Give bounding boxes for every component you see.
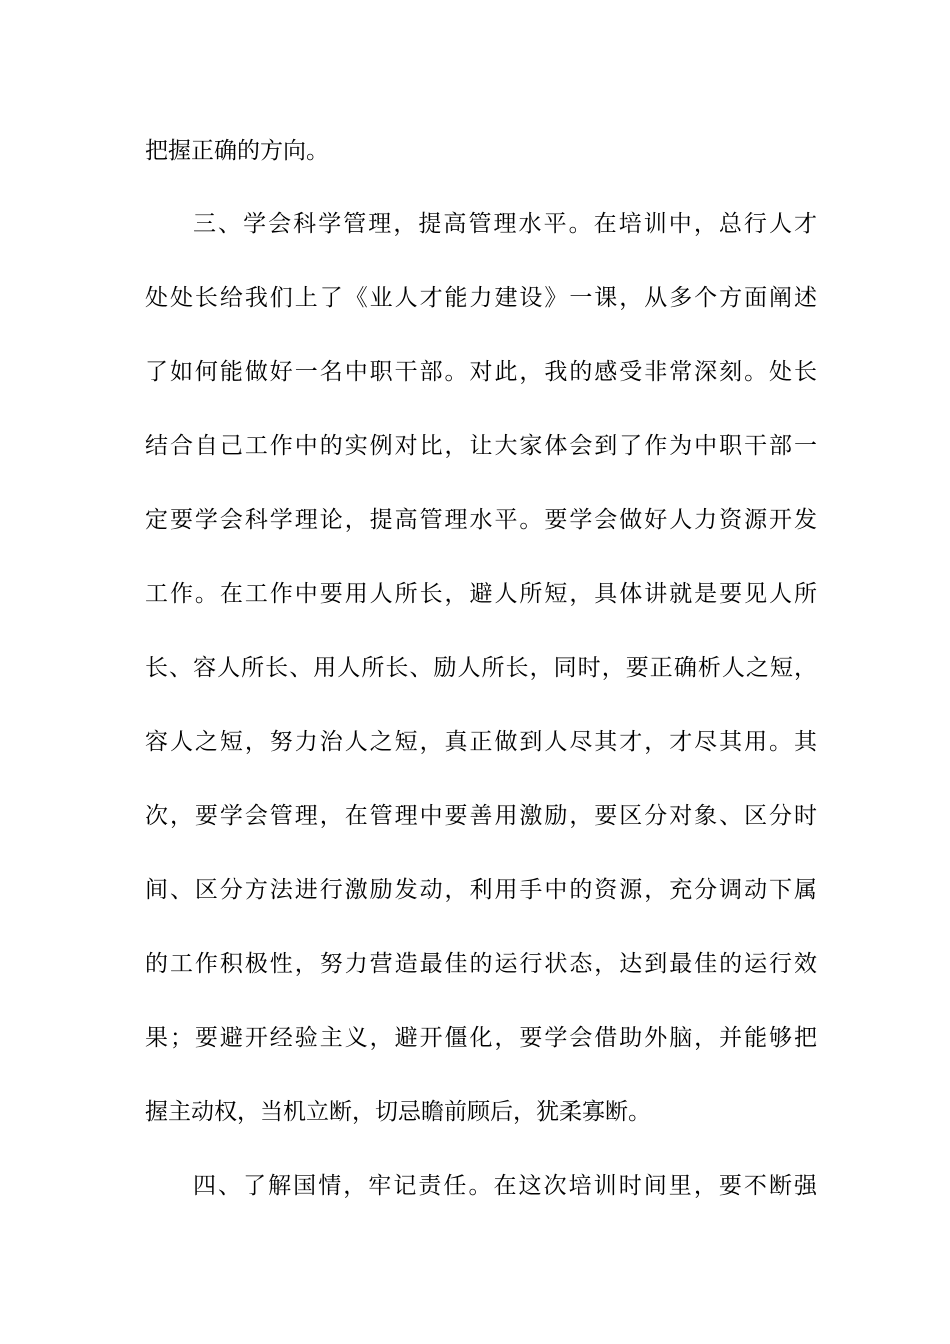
text-line: 处处长给我们上了《业人才能力建设》一课，从多个方面阐述 xyxy=(145,285,817,311)
paragraph-start-line: 四、了解国情，牢记责任。在这次培训时间里，要不断强 xyxy=(193,1173,817,1199)
text-line: 把握正确的方向。 xyxy=(145,138,329,164)
text-line: 工作。在工作中要用人所长，避人所短，具体讲就是要见人所 xyxy=(145,581,817,607)
text-line: 长、容人所长、用人所长、励人所长，同时，要正确析人之短， xyxy=(145,655,817,681)
text-line: 了如何能做好一名中职干部。对此，我的感受非常深刻。处长 xyxy=(145,359,817,385)
text-line: 次，要学会管理，在管理中要善用激励，要区分对象、区分时 xyxy=(145,803,817,829)
text-line: 的工作积极性，努力营造最佳的运行状态，达到最佳的运行效 xyxy=(145,951,817,977)
text-line: 握主动权，当机立断，切忌瞻前顾后，犹柔寡断。 xyxy=(145,1099,651,1125)
text-line: 间、区分方法进行激励发动，利用手中的资源，充分调动下属 xyxy=(145,877,817,903)
text-line: 容人之短，努力治人之短，真正做到人尽其才，才尽其用。其 xyxy=(145,729,817,755)
text-line: 定要学会科学理论，提高管理水平。要学会做好人力资源开发 xyxy=(145,507,817,533)
text-line: 结合自己工作中的实例对比，让大家体会到了作为中职干部一 xyxy=(145,433,817,459)
paragraph-start-line: 三、学会科学管理，提高管理水平。在培训中，总行人才 xyxy=(193,211,817,237)
text-line: 果；要避开经验主义，避开僵化，要学会借助外脑，并能够把 xyxy=(145,1025,817,1051)
